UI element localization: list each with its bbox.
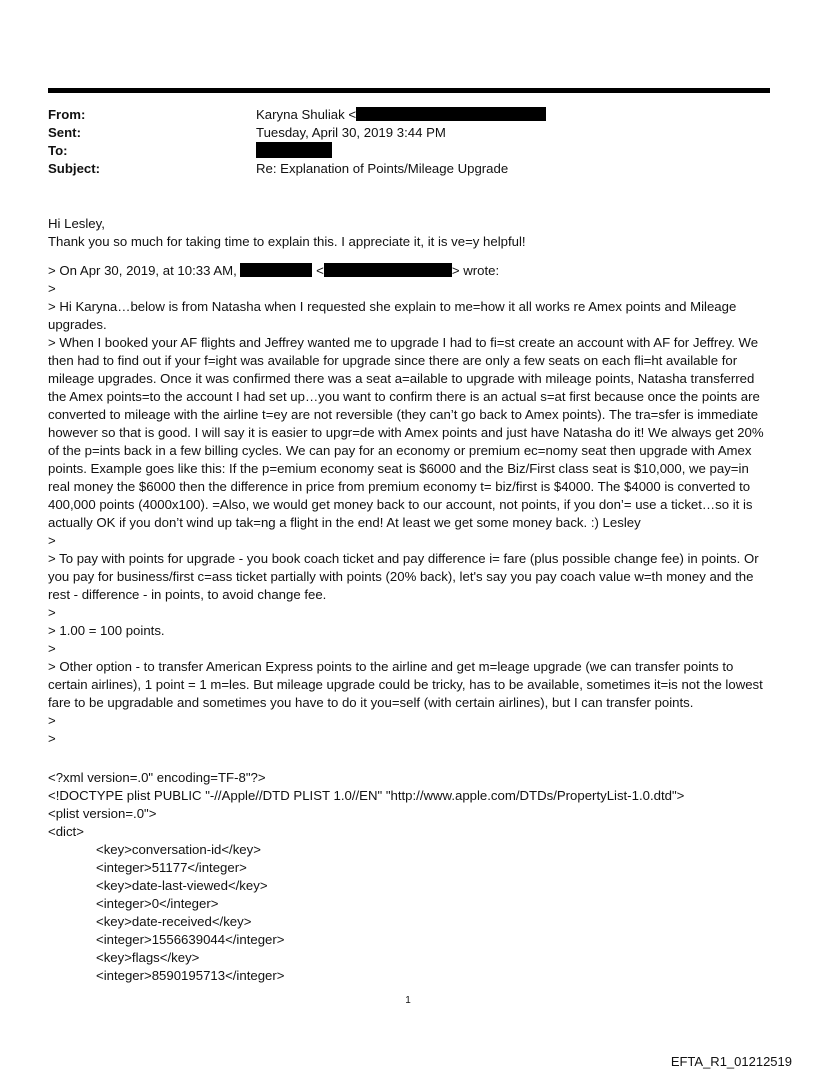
quote-paragraph: > To pay with points for upgrade - you book coach ticket and pay difference i= fare (plus possible change fee) in points. Or you pay for business/first c=ass ticket partially with points (20% back), let's say you pay coach value w=th money and the rest - difference - in points, to avoid change fee. <box>48 551 759 602</box>
xml-line: <key>date-received</key> <box>96 914 252 929</box>
xml-line: <plist version=.0"> <box>48 806 157 821</box>
xml-line: <key>conversation-id</key> <box>96 842 261 857</box>
quote-blank: > <box>48 605 56 620</box>
quote-blank: > <box>48 731 56 746</box>
spacer <box>48 251 768 262</box>
message-body <box>48 215 768 748</box>
xml-line: <key>flags</key> <box>96 950 200 965</box>
subject-label: Subject: <box>48 161 101 176</box>
xml-line: <integer>8590195713</integer> <box>96 968 285 983</box>
quote-intro-date: > On Apr 30, 2019, at 10:33 AM, <box>48 263 237 278</box>
quote-intro-bracket: < <box>316 263 324 278</box>
xml-line: <integer>0</integer> <box>96 896 219 911</box>
redaction-box <box>256 142 332 158</box>
bates-number: EFTA_R1_01212519 <box>670 1054 792 1069</box>
subject-value: Re: Explanation of Points/Mileage Upgrade <box>256 161 509 176</box>
redaction-box <box>240 263 312 277</box>
xml-line: <key>date-last-viewed</key> <box>96 878 268 893</box>
plist-block <box>48 769 768 985</box>
to-value <box>256 142 332 161</box>
quote-intro <box>48 262 768 280</box>
redaction-box <box>324 263 452 277</box>
from-value <box>256 106 546 124</box>
page-number: 1 <box>405 995 411 1006</box>
to-label: To: <box>48 143 68 158</box>
thanks-line: Thank you so much for taking time to explain this. I appreciate it, it is ve=y helpful! <box>48 234 526 249</box>
quote-paragraph: > 1.00 = 100 points. <box>48 623 165 638</box>
quote-blank: > <box>48 533 56 548</box>
xml-line: <?xml version=.0" encoding=TF-8"?> <box>48 770 266 785</box>
quote-intro-wrote: > wrote: <box>451 263 500 278</box>
quote-paragraph: > Hi Karyna…below is from Natasha when I requested she explain to me=how it all works re Amex points and Mileage upgrades. <box>48 299 737 332</box>
quote-blank: > <box>48 641 56 656</box>
header-rule <box>48 88 770 93</box>
xml-line: <!DOCTYPE plist PUBLIC "-//Apple//DTD PLIST 1.0//EN" "http://www.apple.com/DTDs/PropertyList-1.0.dtd"> <box>48 788 685 803</box>
quote-paragraph: > Other option - to transfer American Express points to the airline and get m=leage upgrade (we can transfer points to certain airlines), 1 point = 1 m=les. But mileage upgrade could be tricky, has to be available, sometimes it=is not the lowest fare to be upgradable and sometimes you have to do it you=self (with certain airlines), but I can transfer points. <box>48 659 763 710</box>
sent-label: Sent: <box>48 125 81 140</box>
xml-line: <dict> <box>48 824 84 839</box>
xml-line: <integer>51177</integer> <box>96 860 247 875</box>
redaction-box <box>356 107 546 121</box>
from-name: Karyna Shuliak < <box>256 107 357 122</box>
email-header <box>48 106 768 180</box>
quote-blank: > <box>48 713 56 728</box>
sent-value: Tuesday, April 30, 2019 3:44 PM <box>256 125 446 140</box>
greeting: Hi Lesley, <box>48 216 105 231</box>
xml-line: <integer>1556639044</integer> <box>96 932 285 947</box>
quote-paragraph: > When I booked your AF flights and Jeffrey wanted me to upgrade I had to fi=st create an account with AF for Jeffrey. We then had to find out if your f=ight was available for upgrade since there are only a few seats on each fli=ht available for mileage upgrades. Once it was confirmed there was a seat a=ailable to upgrade with mileage points, Natasha transferred the Amex points=to the account I had set up…you want to confirm there is an actual s=at first because once the points are converted to mileage with the airline t=ey are not reversible (they can’t go back to Amex points). The tra=sfer is immediate however so that is good. I will say it is easier to upgr=de with Amex points and just have Natasha do it! We always get 20% of the p=ints back in a few billing cycles. We can pay for an economy or premium ec=nomy seat then upgrade with Amex points. Example goes like this: If the p=emium economy seat is $6000 and the Biz/First class seat is $10,000, we pay=in real money the $6000 then the difference in price from premium economy t= biz/first is $4000. The $4000 is converted to 400,000 points (4000x100). =Also, we would get money back to our account, not points, if you don’= use a ticket…so it is actually OK if you don’t wind up tak=ng a flight in the end! At least we get some money back. :) Lesley <box>48 335 764 530</box>
from-label: From: <box>48 107 86 122</box>
quote-blank: > <box>48 281 56 296</box>
